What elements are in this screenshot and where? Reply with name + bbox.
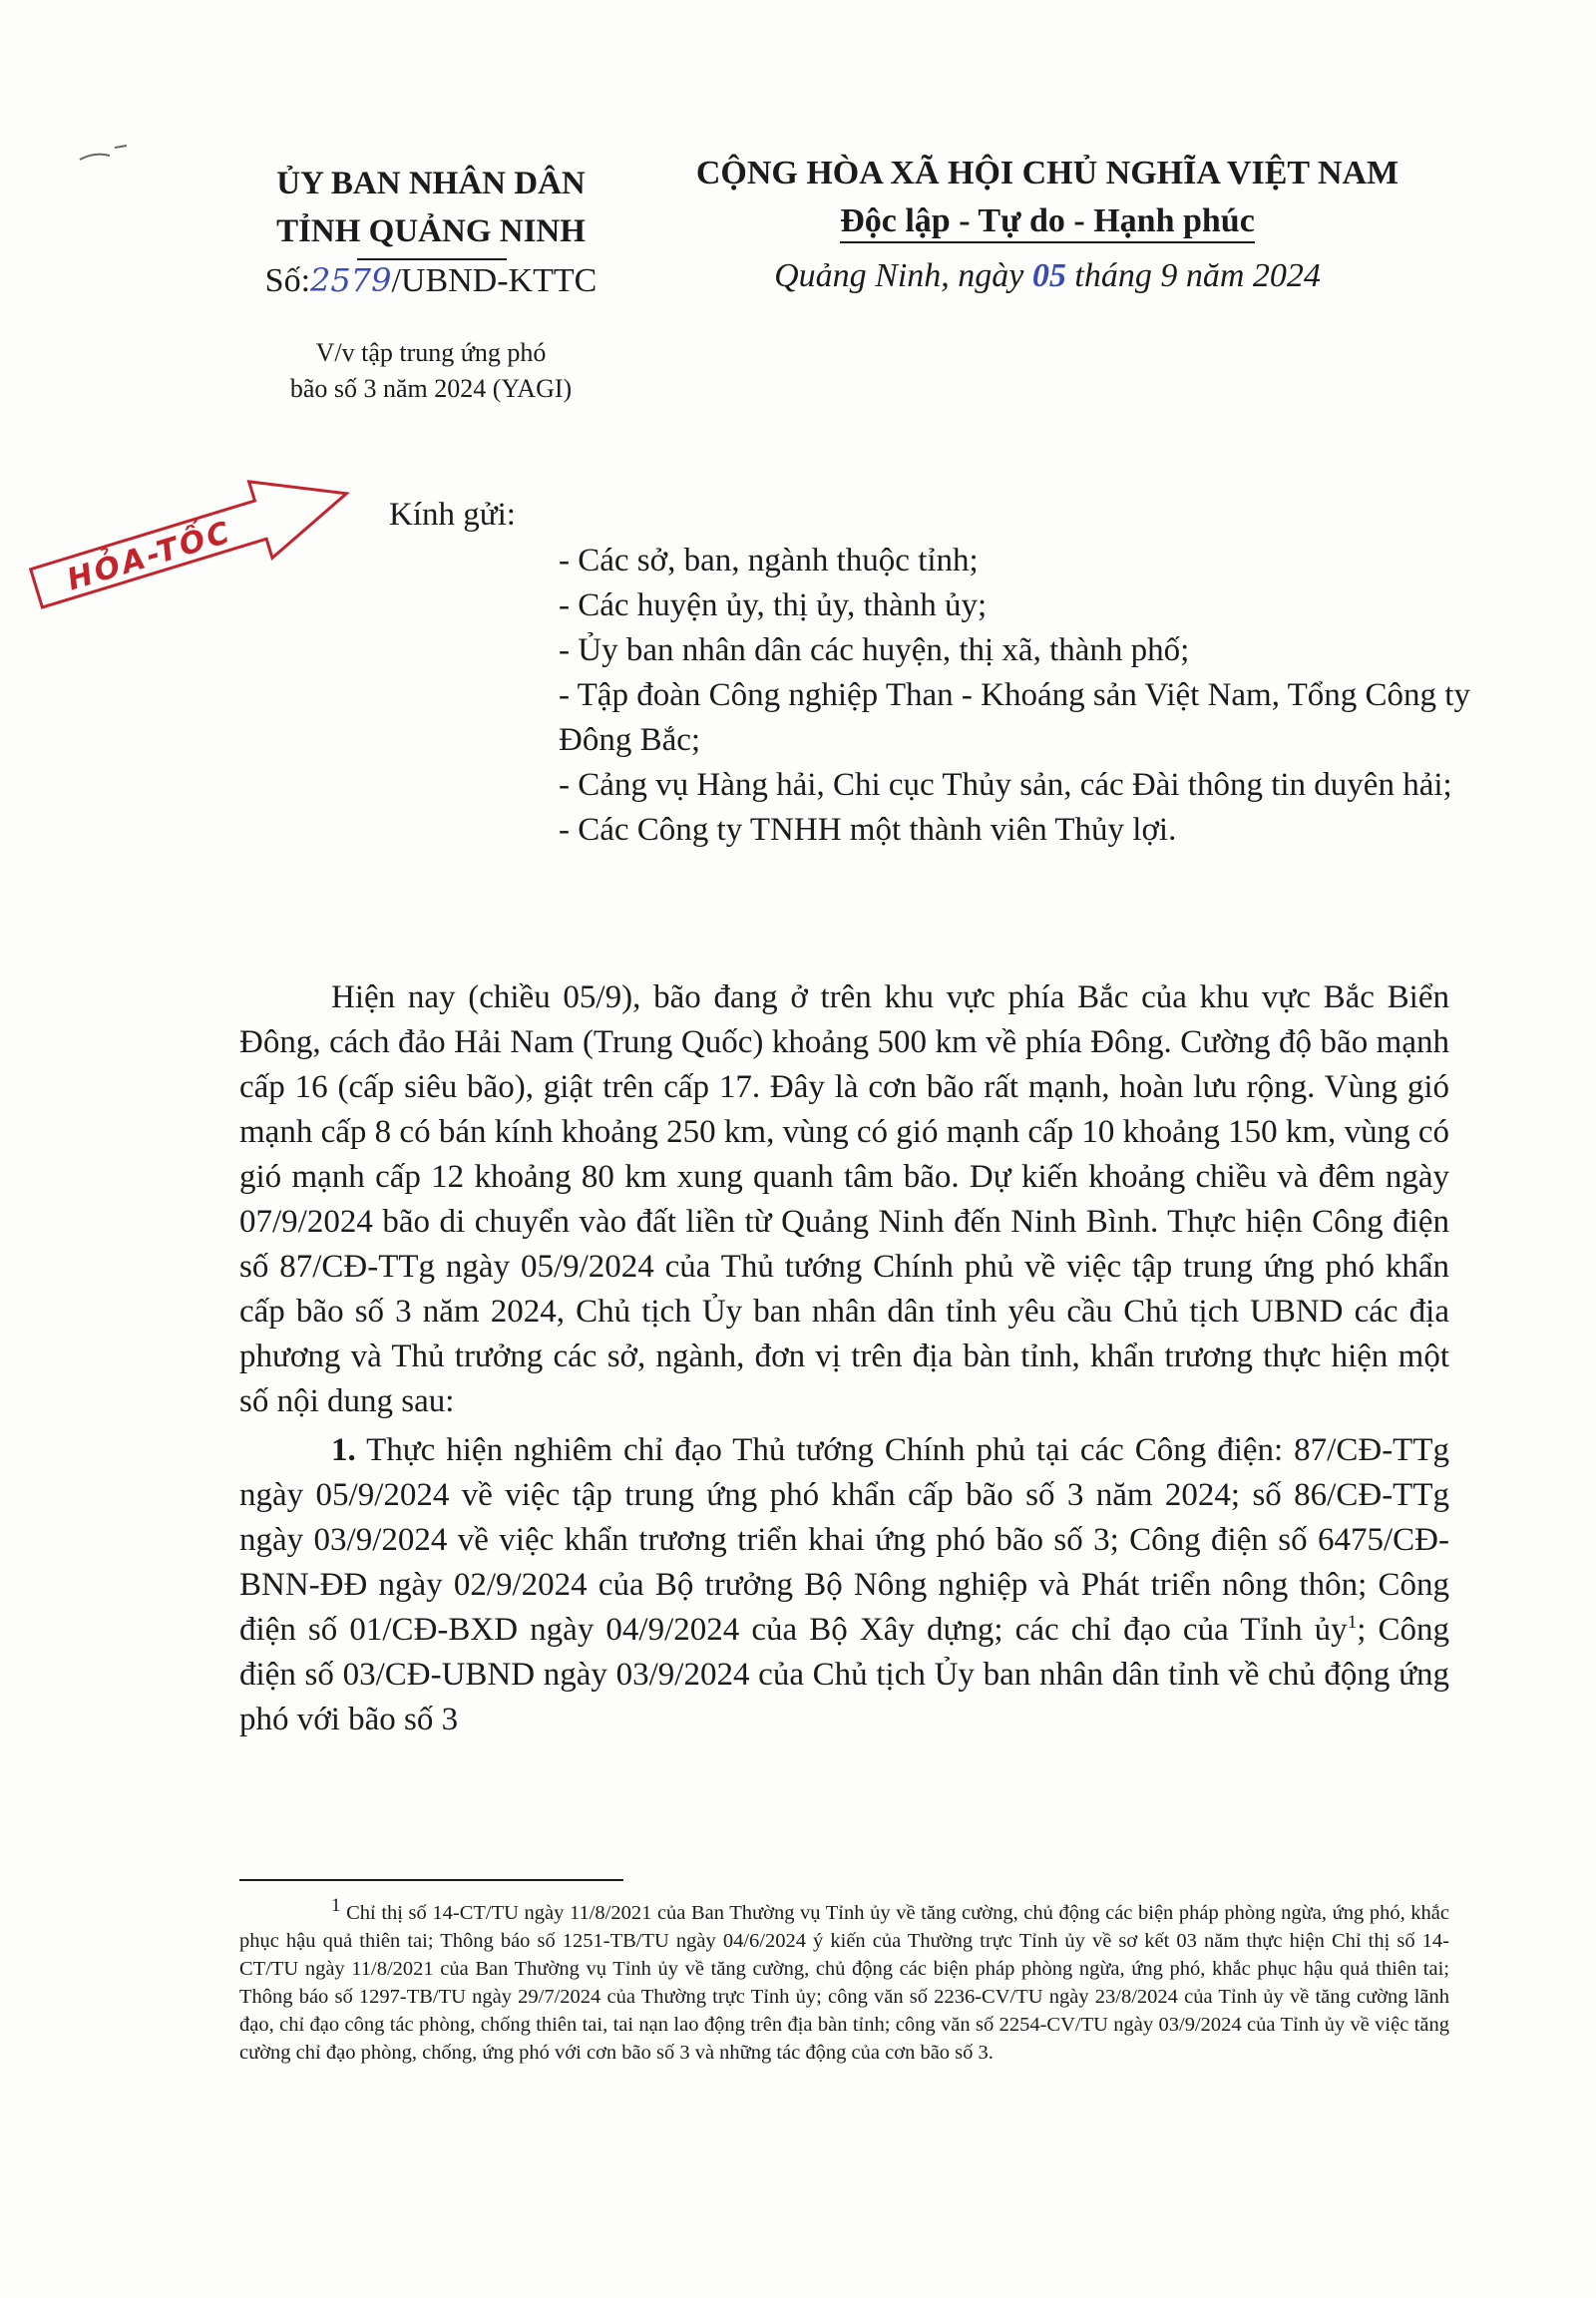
item-1-paragraph	[239, 1428, 1449, 1742]
recipient-item: - Tập đoàn Công nghiệp Than - Khoáng sản Việt Nam, Tổng Công ty Đông Bắc;	[559, 677, 1470, 758]
doc-number-prefix: Số:	[264, 262, 311, 299]
recipients-list	[559, 539, 1506, 853]
doc-number-handwritten: 2579	[310, 261, 392, 299]
motto: Độc lập - Tự do - Hạnh phúc	[840, 201, 1255, 243]
date-prefix: Quảng Ninh, ngày	[774, 257, 1032, 294]
footnote-marker: 1	[331, 1895, 341, 1917]
scan-mark	[75, 140, 135, 170]
document-body	[239, 975, 1449, 1742]
urgent-stamp	[20, 467, 379, 616]
org-line-1: ỦY BAN NHÂN DÂN	[276, 166, 586, 201]
org-line-2: TỈNH QUẢNG NINH	[276, 213, 586, 249]
item-1-number: 1.	[331, 1432, 356, 1468]
doc-number-suffix: /UBND-KTTC	[391, 262, 598, 299]
national-header	[648, 150, 1446, 245]
item-1-text-a: Thực hiện nghiêm chỉ đạo Thủ tướng Chính phủ tại các Công điện: 87/CĐ-TTg ngày 05/9/2024 về việc tập trung ứng phó khẩn cấp bão số 3 năm 2024; số 86/CĐ-TTg ngày 03/9/2024 về việc khẩn trương triển khai ứng phó bão số 3; Công điện số 6475/CĐ-BNN-ĐĐ ngày 02/9/2024 của Bộ trưởng Bộ Nông nghiệp và Phát triển nông thôn; Công điện số 01/CĐ-BXD ngày 04/9/2024 của Bộ Xây dựng; các chỉ đạo của Tỉnh ủy	[239, 1432, 1449, 1648]
date-suffix: tháng 9 năm 2024	[1065, 257, 1321, 294]
footnote	[239, 1895, 1449, 2067]
recipient-item: - Cảng vụ Hàng hải, Chi cục Thủy sản, các Đài thông tin duyên hải;	[559, 767, 1452, 803]
footnote-text: Chỉ thị số 14-CT/TU ngày 11/8/2021 của Ban Thường vụ Tỉnh ủy về tăng cường, chủ động các biện pháp phòng ngừa, ứng phó, khắc phục hậu quả thiên tai; Thông báo số 1251-TB/TU ngày 04/6/2024 ý kiến của Thường trực Tỉnh ủy về sơ kết 03 năm thực hiện Chỉ thị số 14-CT/TU ngày 11/8/2021 của Ban Thường vụ Tỉnh ủy về tăng cường, chủ động các biện pháp phòng ngừa, ứng phó, khắc phục hậu quả thiên tai; Thông báo số 1297-TB/TU ngày 29/7/2024 của Thường trực Tỉnh ủy; công văn số 2236-CV/TU ngày 23/8/2024 của Tỉnh ủy về tăng cường lãnh đạo, chỉ đạo công tác phòng, chống thiên tai, tai nạn lao động trên địa bàn tỉnh; công văn số 2254-CV/TU ngày 03/9/2024 của Tỉnh ủy về việc tăng cường chỉ đạo phòng, chống, ứng phó với cơn bão số 3 và những tác động của cơn bão số 3.	[239, 1902, 1449, 2064]
place-date	[648, 257, 1446, 295]
recipients-label: Kính gửi:	[389, 497, 516, 533]
recipient-item: - Các sở, ban, ngành thuộc tỉnh;	[559, 543, 979, 578]
issuing-authority	[211, 160, 650, 255]
item-1-text-b: ; Công điện số 03/CĐ-UBND ngày 03/9/2024 của Chủ tịch Ủy ban nhân dân tỉnh về chủ động ứng phó với bão số 3	[239, 1612, 1449, 1737]
footnote-separator	[239, 1879, 623, 1881]
stamp-label: HỎA-TỐC	[63, 515, 236, 598]
nation-title: CỘNG HÒA XÃ HỘI CHỦ NGHĨA VIỆT NAM	[695, 155, 1399, 192]
recipient-item: - Các Công ty TNHH một thành viên Thủy lợi.	[559, 812, 1177, 848]
date-day-handwritten: 05	[1031, 257, 1066, 294]
recipient-item: - Các huyện ủy, thị ủy, thành ủy;	[559, 587, 988, 623]
intro-paragraph: Hiện nay (chiều 05/9), bão đang ở trên khu vực phía Bắc của khu vực Bắc Biển Đông, cách đảo Hải Nam (Trung Quốc) khoảng 500 km về phía Đông. Cường độ bão mạnh cấp 16 (cấp siêu bão), giật trên cấp 17. Đây là cơn bão rất mạnh, hoàn lưu rộng. Vùng gió mạnh cấp 8 có bán kính khoảng 250 km, vùng có gió mạnh cấp 10 khoảng 150 km, vùng có gió mạnh cấp 12 khoảng 80 km xung quanh tâm bão. Dự kiến khoảng chiều và đêm ngày 07/9/2024 bão di chuyển vào đất liền từ Quảng Ninh đến Ninh Bình. Thực hiện Công điện số 87/CĐ-TTg ngày 05/9/2024 của Thủ tướng Chính phủ về việc tập trung ứng phó khẩn cấp bão số 3 năm 2024, Chủ tịch Ủy ban nhân dân tỉnh yêu cầu Chủ tịch UBND các địa phương và Thủ trưởng các sở, ngành, đơn vị trên địa bàn tỉnh, khẩn trương thực hiện một số nội dung sau:	[239, 979, 1449, 1419]
document-subject	[211, 335, 650, 407]
footnote-paragraph	[239, 1895, 1449, 2067]
recipient-item: - Ủy ban nhân dân các huyện, thị xã, thành phố;	[559, 632, 1190, 668]
footnote-ref[interactable]: 1	[1347, 1612, 1358, 1633]
subject-line-2: bão số 3 năm 2024 (YAGI)	[289, 374, 573, 403]
subject-line-1: V/v tập trung ứng phó	[315, 338, 547, 367]
document-number	[211, 261, 650, 300]
